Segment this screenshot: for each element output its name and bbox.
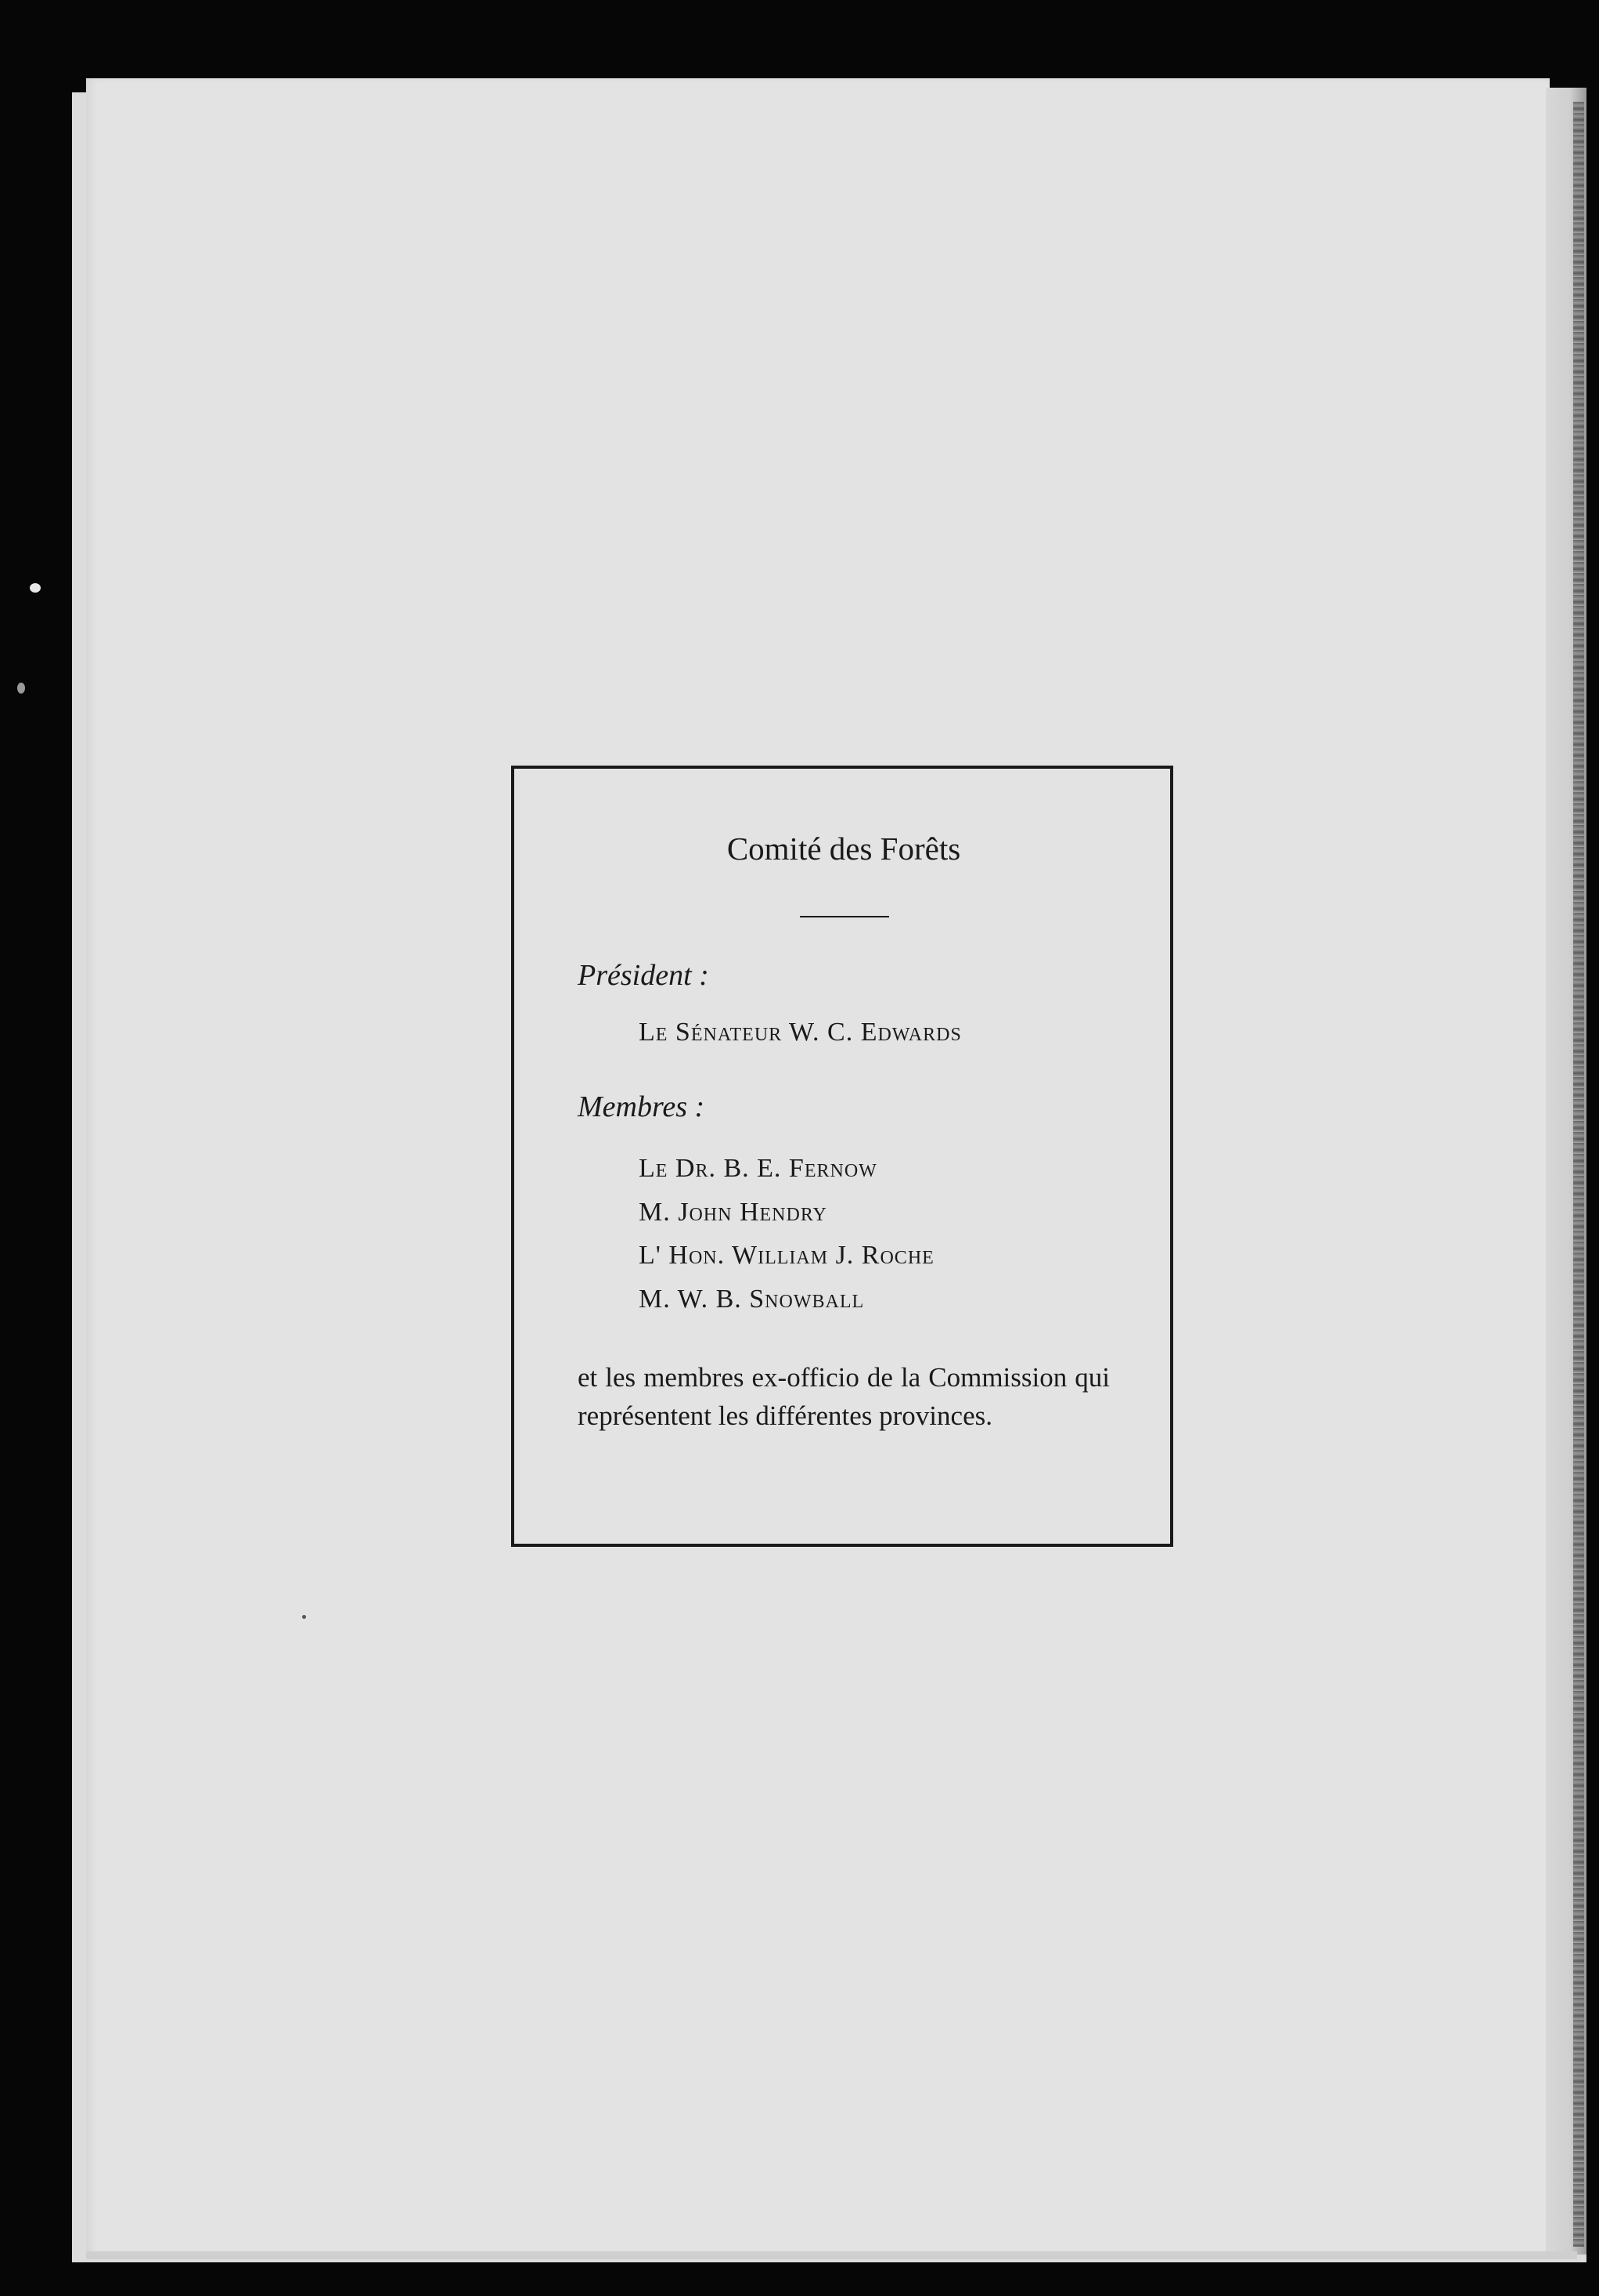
member-name: L' Hon. William J. Roche <box>639 1241 935 1270</box>
president-label: Président : <box>578 959 709 992</box>
member-name: M. W. B. Snowball <box>639 1285 865 1314</box>
members-label: Membres : <box>578 1090 705 1123</box>
dust-speck <box>302 1615 306 1619</box>
member-name: Le Dr. B. E. Fernow <box>639 1154 877 1183</box>
title-divider <box>800 916 889 917</box>
president-name: Le Sénateur W. C. Edwards <box>639 1018 962 1047</box>
dust-speck <box>17 683 25 694</box>
dust-speck <box>30 583 41 593</box>
committee-title: Comité des Forêts <box>726 831 961 867</box>
page-bottom-edge <box>86 2251 1577 2259</box>
member-name: M. John Hendry <box>639 1198 827 1227</box>
ex-officio-note: et les membres ex-officio de la Commission qui représentent les différentes provinces. <box>578 1362 1110 1431</box>
page-binding-edge <box>1573 102 1584 2247</box>
